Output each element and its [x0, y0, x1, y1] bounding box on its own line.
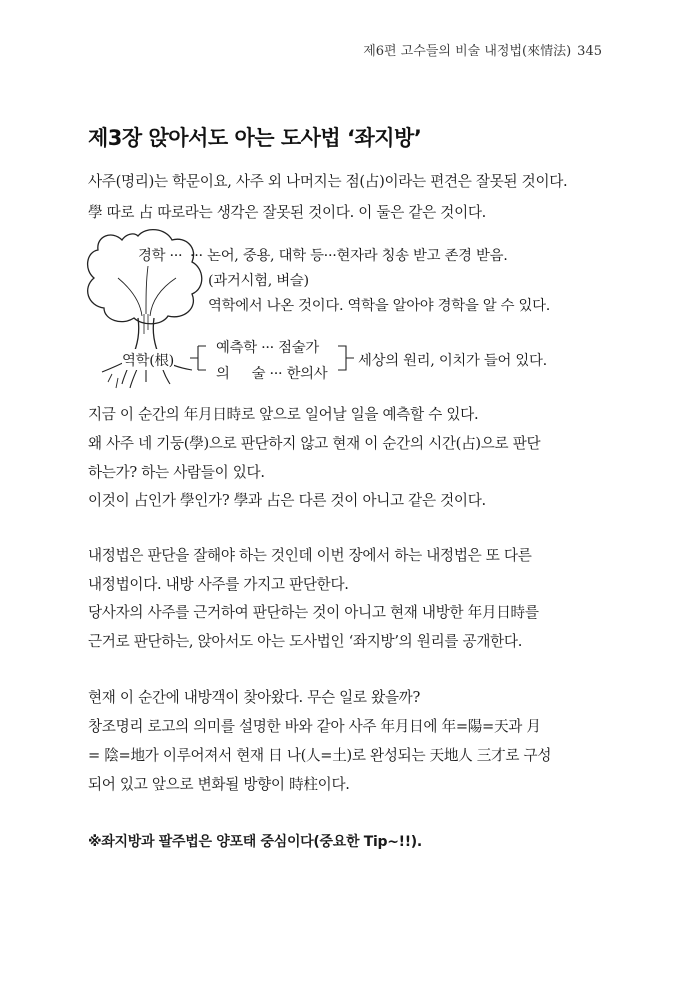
para2-line-2: 내정법이다. 내방 사주를 가지고 판단한다.	[88, 576, 349, 593]
running-header	[363, 40, 602, 59]
gyeonghak-line-2: (과거시험, 벼슬)	[208, 273, 309, 289]
gyeonghak-line-1: ··· 논어, 중용, 대학 등···현자라 칭송 받고 존경 받음.	[190, 248, 508, 264]
para2-line-4: 근거로 판단하는, 앉아서도 아는 도사법인 ‘좌지방’의 원리를 공개한다.	[88, 633, 523, 650]
para1-line-4: 이것이 占인가 學인가? 學과 占은 다른 것이 아니고 같은 것이다.	[88, 492, 486, 509]
para3-line-1: 현재 이 순간에 내방객이 찾아왔다. 무슨 일로 왔을까?	[88, 689, 420, 706]
running-title: 제6편 고수들의 비술 내정법(來情法)	[363, 44, 572, 59]
para2-line-1: 내정법은 판단을 잘해야 하는 것인데 이번 장에서 하는 내정법은 또 다른	[88, 547, 532, 564]
branch-medicine	[216, 362, 327, 383]
principle-text: 세상의 원리, 이치가 들어 있다.	[358, 353, 547, 369]
para1-line-1: 지금 이 순간의 年月日時로 앞으로 일어날 일을 예측할 수 있다.	[88, 406, 479, 423]
yeokhak-label: 역학(根)	[122, 349, 174, 370]
gyeonghak-line-3: 역학에서 나온 것이다. 역학을 알아야 경학을 알 수 있다.	[208, 298, 550, 314]
intro-line-2: 學 따로 占 따로라는 생각은 잘못된 것이다. 이 둘은 같은 것이다.	[88, 204, 487, 221]
para3-line-4: 되어 있고 앞으로 변화될 방향이 時柱이다.	[88, 776, 350, 793]
chapter-title: 제3장 앉아서도 아는 도사법 ‘좌지방’	[88, 126, 422, 150]
branch-medicine-b: 술 ··· 한의사	[251, 366, 328, 382]
para3-line-2: 창조명리 로고의 의미를 설명한 바와 같아 사주 年月日에 年=陽=天과 月	[88, 718, 541, 735]
tip-note: ※좌지방과 팔주법은 양포태 중심이다(중요한 Tip~!!).	[88, 834, 422, 850]
branch-prediction: 예측학 ··· 점술가	[216, 340, 319, 356]
page-number: 345	[577, 44, 602, 59]
para1-line-3: 하는가? 하는 사람들이 있다.	[88, 464, 265, 481]
para2-line-3: 당사자의 사주를 근거하여 판단하는 것이 아니고 현재 내방한 年月日時를	[88, 604, 539, 621]
intro-line-1: 사주(명리)는 학문이요, 사주 외 나머지는 점(占)이라는 편견은 잘못된 것이다.	[88, 173, 568, 190]
para3-line-3: = 陰=地가 이루어져서 현재 日 나(人=土)로 완성되는 天地人 三才로 구성	[88, 747, 552, 764]
branch-medicine-a: 의	[216, 366, 230, 382]
gyeonghak-label: 경학 ···	[138, 244, 182, 265]
para1-line-2: 왜 사주 네 기둥(學)으로 판단하지 않고 현재 이 순간의 시간(占)으로 판단	[88, 435, 541, 452]
